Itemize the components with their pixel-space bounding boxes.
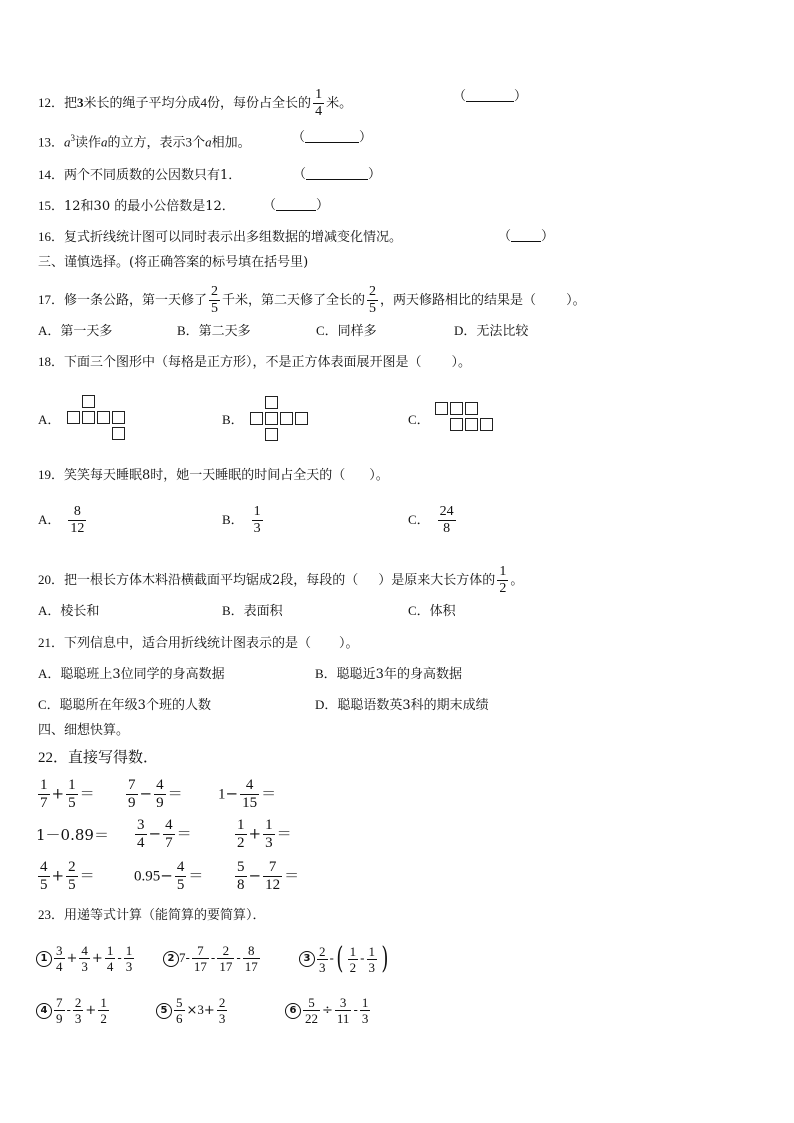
question-23: 23．用递等式计算（能简算的要简算）． — [38, 907, 266, 923]
q21-option-b[interactable]: B．聪聪近3年的身高数据 — [315, 666, 462, 682]
q17-option-b[interactable]: B．第二天多 — [177, 323, 251, 339]
q22-expr-8: 0.95− $\frac{4}{5}$ ＝ — [134, 859, 204, 893]
question-14: 14．两个不同质数的公因数只有1． — [38, 167, 242, 183]
q20-option-b[interactable]: B．表面积 — [222, 603, 283, 619]
answer-blank-14[interactable]: （ ） — [293, 167, 382, 182]
question-13: 13．$a^3$读作a的立方，表示3个a相加。 — [38, 133, 251, 151]
q21-option-d[interactable]: D．聪聪语数英3科的期末成绩 — [315, 697, 489, 713]
q20-option-c[interactable]: C．体积 — [408, 603, 456, 619]
q18-option-a[interactable]: A． — [38, 412, 61, 427]
answer-blank-12[interactable]: （ ） — [453, 89, 528, 104]
question-12: 12．把3米长的绳子平均分成4份，每份占全长的 $\frac{1}{4}$ 米。 — [38, 87, 353, 119]
q17-option-d[interactable]: D．无法比较 — [454, 323, 529, 339]
q22-expr-6: $\frac{1}{2}$ + $\frac{1}{3}$ ＝ — [237, 817, 292, 851]
fraction: $\frac{1}{4}$ — [315, 87, 323, 119]
question-18: 18．下面三个图形中（每格是正方形），不是正方体表面展开图是（ ）。 — [38, 354, 472, 370]
q18-option-c[interactable]: C． — [408, 412, 430, 427]
question-15: 15．12和30 的最小公倍数是12． — [38, 198, 235, 214]
q21-option-a[interactable]: A．聪聪班上3位同学的身高数据 — [38, 666, 225, 682]
q22-expr-4: 1－0.89＝ — [36, 826, 109, 844]
q22-expr-3: 1− $\frac{4}{15}$ ＝ — [218, 777, 277, 811]
question-17: 17．修一条公路，第一天修了 $\frac{2}{5}$ 千米，第二天修了全长的 $\frac{2}{5}$ ，两天修路相比的结果是（ ）。 — [38, 284, 586, 316]
q19-option-a[interactable]: A． $\frac{8}{12}$ — [38, 504, 85, 536]
q23-expr-1: 1 $\frac{3}{4}$ + $\frac{4}{3}$ + $\frac{1}{4}$ - $\frac{1}{3}$ — [36, 944, 136, 973]
q20-option-a[interactable]: A．棱长和 — [38, 603, 100, 619]
section-heading-4: 四、细想快算。 — [38, 723, 130, 738]
q22-expr-9: $\frac{5}{8}$ − $\frac{7}{12}$ ＝ — [237, 859, 300, 893]
question-20: 20．把一根长方体木料沿横截面平均锯成2段，每段的（ ）是原来大长方体的 $\frac{1}{2}$ 。 — [38, 564, 524, 596]
question-21: 21．下列信息中，适合用折线统计图表示的是（ ）。 — [38, 635, 359, 651]
question-19: 19．笑笑每天睡眠8时，她一天睡眠的时间占全天的（ ）。 — [38, 467, 389, 483]
q23-expr-4: 4 $\frac{7}{9}$ - $\frac{2}{3}$ + $\frac{1}{2}$ — [36, 996, 111, 1025]
answer-blank-15[interactable]: （ ） — [263, 198, 330, 213]
q22-expr-1: $\frac{1}{7}$ + $\frac{1}{5}$ ＝ — [40, 777, 95, 811]
q23-expr-3: 3 $\frac{2}{3}$ -( $\frac{1}{2}$ - $\frac{1}{3}$ ) — [299, 944, 391, 974]
q19-option-c[interactable]: C． $\frac{24}{8}$ — [408, 504, 454, 536]
q23-expr-6: 6 $\frac{5}{22}$ ÷ $\frac{3}{11}$ - $\frac{1}{3}$ — [285, 996, 372, 1025]
q23-expr-2: 2 7- $\frac{7}{17}$ - $\frac{2}{17}$ - $\frac{8}{17}$ — [163, 944, 262, 973]
q18-option-b[interactable]: B． — [222, 412, 244, 427]
q21-option-c[interactable]: C．聪聪所在年级3个班的人数 — [38, 697, 211, 713]
answer-blank-16[interactable]: （ ） — [498, 229, 555, 244]
q22-expr-7: $\frac{4}{5}$ + $\frac{2}{5}$ ＝ — [40, 859, 95, 893]
question-16: 16．复式折线统计图可以同时表示出多组数据的增减变化情况。 — [38, 229, 403, 245]
q19-option-b[interactable]: B． $\frac{1}{3}$ — [222, 504, 261, 536]
q17-option-a[interactable]: A．第一天多 — [38, 323, 113, 339]
section-heading-3: 三、谨慎选择。(将正确答案的标号填在括号里) — [38, 255, 309, 270]
q17-option-c[interactable]: C．同样多 — [316, 323, 377, 339]
q22-expr-5: $\frac{3}{4}$ − $\frac{4}{7}$ ＝ — [137, 817, 192, 851]
answer-blank-13[interactable]: （ ） — [292, 130, 373, 145]
q22-expr-2: $\frac{7}{9}$ − $\frac{4}{9}$ ＝ — [128, 777, 183, 811]
q23-expr-5: 5 $\frac{5}{6}$ ×3+ $\frac{2}{3}$ — [156, 996, 229, 1025]
question-22: 22．直接写得数． — [38, 748, 159, 766]
